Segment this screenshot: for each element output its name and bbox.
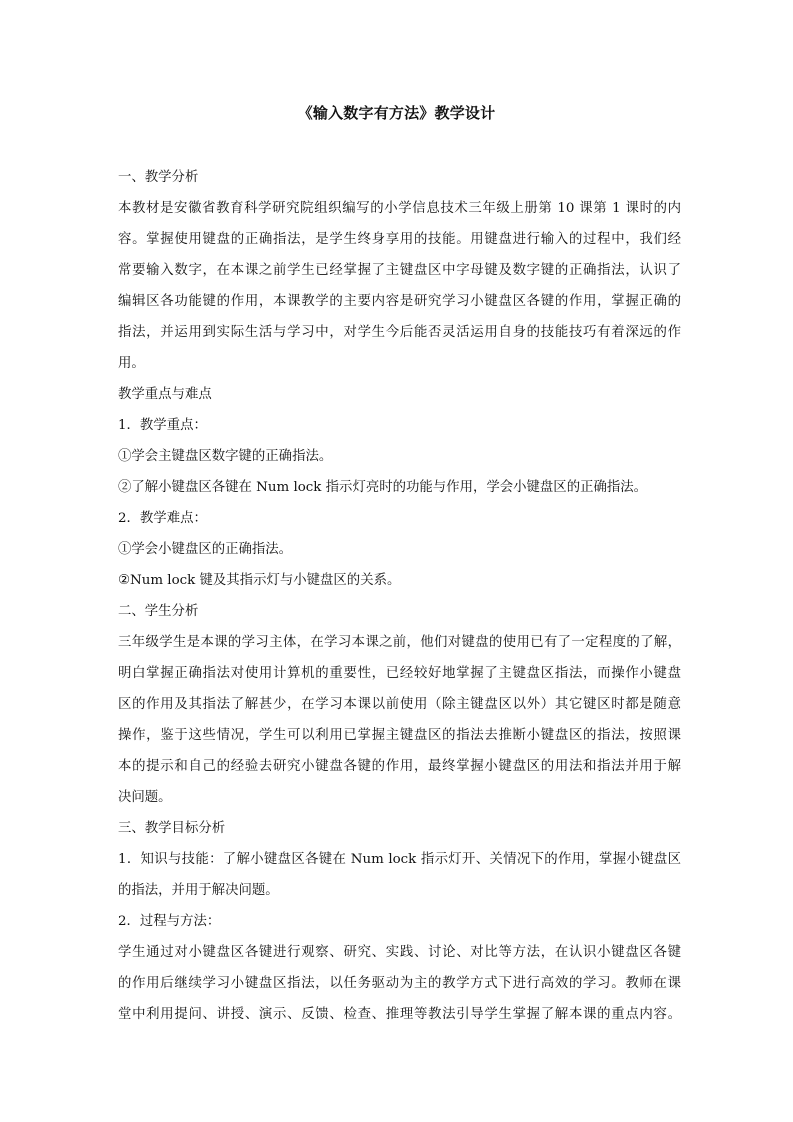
paragraph-line: 的指法，并用于解决问题。 xyxy=(118,883,279,898)
paragraph-line: 容。掌握使用键盘的正确指法，是学生终身享用的技能。用键盘进行输入的过程中，我们经 xyxy=(118,232,681,247)
list-item: ②了解小键盘区各键在 Num lock 指示灯亮时的功能与作用，学会小键盘区的正确指法。 xyxy=(118,480,648,495)
list-item: ①学会小键盘区的正确指法。 xyxy=(118,542,293,557)
paragraph-line: 指法，并运用到实际生活与学习中，对学生今后能否灵活运用自身的技能技巧有着深远的作 xyxy=(118,325,681,340)
document-title: 《输入数字有方法》教学设计 xyxy=(297,104,496,122)
paragraph-line: 堂中利用提问、讲授、演示、反馈、检查、推理等教法引导学生掌握了解本课的重点内容。 xyxy=(118,1007,681,1022)
paragraph-line: 三年级学生是本课的学习主体，在学习本课之前，他们对键盘的使用已有了一定程度的了解， xyxy=(118,635,681,650)
paragraph-line: 决问题。 xyxy=(118,790,172,805)
section-heading-teaching-analysis: 一、教学分析 xyxy=(118,170,199,185)
paragraph-line: 本的提示和自己的经验去研究小键盘各键的作用，最终掌握小键盘区的用法和指法并用于解 xyxy=(118,759,681,774)
paragraph-line: 的作用后继续学习小键盘区指法，以任务驱动为主的教学方式下进行高效的学习。教师在课 xyxy=(118,976,681,991)
document-body xyxy=(118,162,681,1030)
section-heading-key-points: 教学重点与难点 xyxy=(118,387,212,402)
paragraph-line: 本教材是安徽省教育科学研究院组织编写的小学信息技术三年级上册第 10 课第 1 课时的内 xyxy=(118,201,681,216)
subheading-key-point: 1．教学重点： xyxy=(118,418,207,433)
list-item: ①学会主键盘区数字键的正确指法。 xyxy=(118,449,333,464)
section-heading-student-analysis: 二、学生分析 xyxy=(118,604,199,619)
paragraph-line: 操作，鉴于这些情况，学生可以利用已掌握主键盘区的指法去推断小键盘区的指法，按照课 xyxy=(118,728,681,743)
list-item: ②Num lock 键及其指示灯与小键盘区的关系。 xyxy=(118,573,401,588)
paragraph-line: 区的作用及其指法了解甚少，在学习本课以前使用（除主键盘区以外）其它键区时都是随意 xyxy=(118,697,681,712)
subheading-process-methods: 2．过程与方法： xyxy=(118,914,221,929)
paragraph-line: 编辑区各功能键的作用，本课教学的主要内容是研究学习小键盘区各键的作用，掌握正确的 xyxy=(118,294,681,309)
paragraph-line: 用。 xyxy=(118,356,145,371)
paragraph-line: 明白掌握正确指法对使用计算机的重要性，已经较好地掌握了主键盘区指法，而操作小键盘 xyxy=(118,666,681,681)
section-heading-objectives: 三、教学目标分析 xyxy=(118,821,226,836)
paragraph-line: 1．知识与技能：了解小键盘区各键在 Num lock 指示灯开、关情况下的作用，掌握小键盘区 xyxy=(118,852,681,867)
paragraph-line: 常要输入数字，在本课之前学生已经掌握了主键盘区中字母键及数字键的正确指法，认识了 xyxy=(118,263,681,278)
paragraph-line: 学生通过对小键盘区各键进行观察、研究、实践、讨论、对比等方法，在认识小键盘区各键 xyxy=(118,945,681,960)
subheading-difficulty: 2．教学难点： xyxy=(118,511,207,526)
